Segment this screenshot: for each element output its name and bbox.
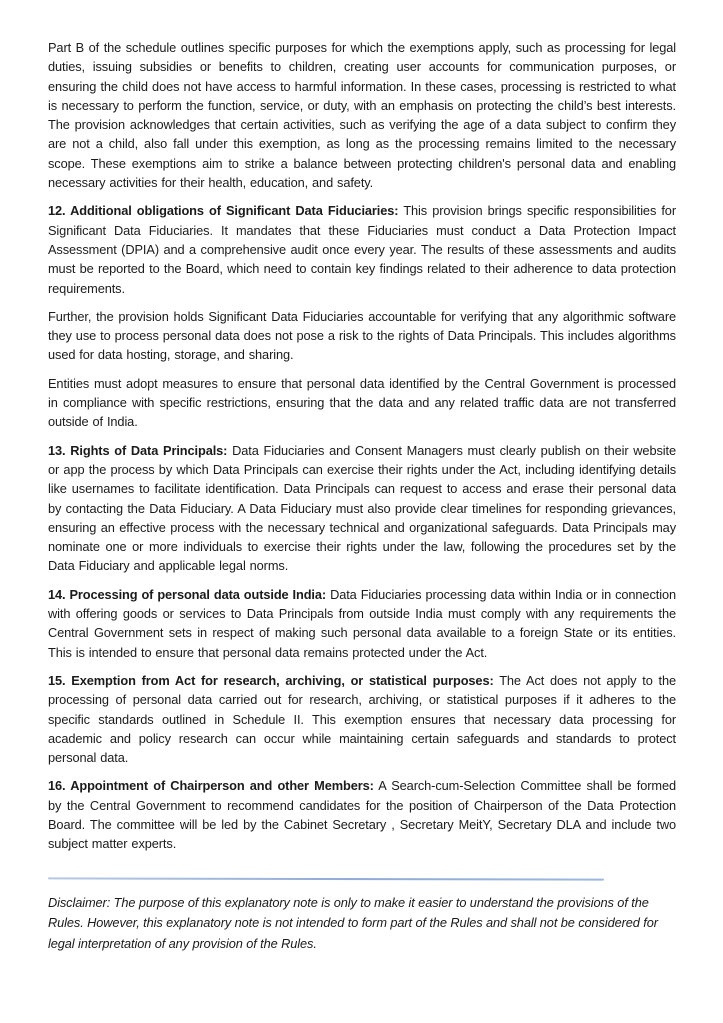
paragraph-14-data-outside-india xyxy=(48,585,676,662)
paragraph-lead: 12. Additional obligations of Significant Data Fiduciaries: xyxy=(48,203,399,219)
paragraph-entities-measures xyxy=(48,374,676,432)
paragraph-text: A Search-cum-Selection Committee shall be formed by the Central Government to recommend candidates for the position of Chairperson of the Data Protection Board. The committee will be led by the Cabinet Secretary , Secretary MeitY, Secretary DLA and include two subject matter experts. xyxy=(48,778,676,852)
paragraph-text: Data Fiduciaries and Consent Managers must clearly publish on their website or app the process by which Data Principals can exercise their rights under the Act, including identifying details like usernames to facilitate identification. Data Principals can request to access and erase their personal data by contacting the Data Fiduciary. A Data Fiduciary must also provide clear timelines for responding grievances, ensuring an effective process with the necessary technical and organizational safeguards. Data Principals may nominate one or more individuals to exercise their rights under the law, following the procedures set by the Data Fiduciary and applicable legal norms. xyxy=(48,442,676,574)
paragraph-13-rights-data-principals xyxy=(48,441,676,576)
paragraph-lead: 16. Appointment of Chairperson and other Members: xyxy=(48,778,374,794)
disclaimer-note: Disclaimer: The purpose of this explanatory note is only to make it easier to understand the provisions of the Rules. However, this explanatory note is not intended to form part of the Rules and shall not be considered for legal interpretation of any provision of the Rules. xyxy=(48,894,658,952)
paragraph-text: Part B of the schedule outlines specific purposes for which the exemptions apply, such as processing for legal duties, issuing subsidies or benefits to children, creating user accounts for communication purposes, or ensuring the child does not have access to harmful information. In these cases, processing is restricted to what is necessary to perform the function, service, or duty, with an emphasis on protecting the child’s best interests. The provision acknowledges that certain activities, such as verifying the age of a data subject to confirm they are not a child, also fall under this exemption, as long as the processing remains limited to the necessary scope. These exemptions aim to strike a balance between protecting children's personal data and enabling necessary activities for their health, education, and safety. xyxy=(48,40,676,191)
paragraph-lead: 13. Rights of Data Principals: xyxy=(48,442,228,458)
paragraph-algorithmic-software xyxy=(48,307,676,365)
paragraph-text: Further, the provision holds Significant Data Fiduciaries accountable for verifying that any algorithmic software they use to process personal data does not pose a risk to the rights of Data Principals. This includes algorithms used for data hosting, storage, and sharing. xyxy=(48,308,676,363)
paragraph-text: This provision brings specific responsibilities for Significant Data Fiduciaries. It mandates that these Fiduciaries must conduct a Data Protection Impact Assessment (DPIA) and a comprehensive audit once every year. The results of these assessments and audits must be reported to the Board, which need to contain key findings related to their adherence to data protection requirements. xyxy=(48,203,676,296)
paragraph-text: Data Fiduciaries processing data within India or in connection with offering goods or services to Data Principals from outside India must comply with any requirements the Central Government sets in respect of making such personal data available to a foreign State or its entities. This is intended to ensure that personal data remains protected under the Act. xyxy=(48,586,676,660)
paragraph-text: The Act does not apply to the processing of personal data carried out for research, archiving, or statistical purposes if it adheres to the specific standards outlined in Schedule II. This exemption ensures that necessary data processing for academic and policy research can occur while maintaining certain safeguards and standards to protect personal data. xyxy=(48,672,677,766)
paragraph-part-b xyxy=(48,38,676,192)
paragraph-15-exemption-research xyxy=(48,671,676,767)
paragraph-lead: 15. Exemption from Act for research, archiving, or statistical purposes: xyxy=(48,672,494,688)
paragraph-16-appointment-chairperson xyxy=(48,776,676,853)
paragraph-lead: 14. Processing of personal data outside India: xyxy=(48,586,327,602)
paragraph-12-significant-fiduciaries xyxy=(48,201,676,297)
paragraph-text: Entities must adopt measures to ensure that personal data identified by the Central Government is processed in compliance with specific restrictions, ensuring that the data and any related traffic data are not transferred outside of India. xyxy=(48,375,676,430)
divider-line xyxy=(48,877,604,880)
